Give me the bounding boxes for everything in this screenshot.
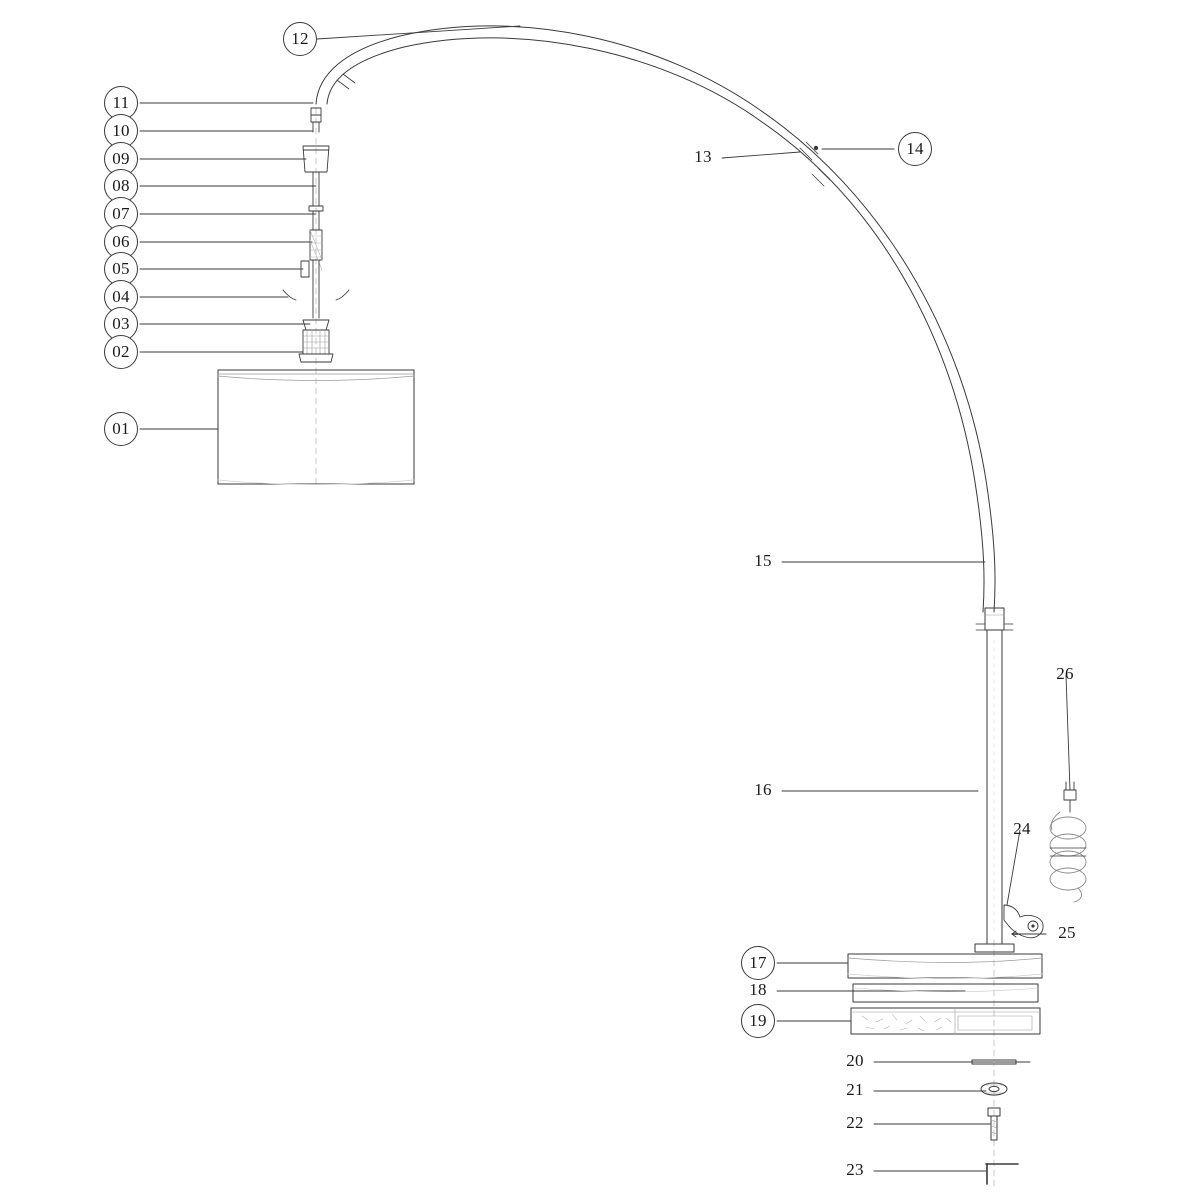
callout-02: 02 <box>104 335 138 369</box>
callout-24: 24 <box>1013 819 1031 838</box>
callout-12: 12 <box>283 22 317 56</box>
allen-key <box>986 1164 1018 1184</box>
base-plate-top <box>848 954 1042 979</box>
callout-11: 11 <box>104 86 138 120</box>
base-pad <box>853 984 1038 1002</box>
nut <box>981 1083 1007 1095</box>
callout-18: 18 <box>749 980 767 999</box>
callout-19: 19 <box>741 1004 775 1038</box>
callout-23: 23 <box>846 1160 864 1179</box>
leader-lines-left <box>140 28 690 429</box>
power-cord <box>1050 782 1086 902</box>
callout-21: 21 <box>846 1080 864 1099</box>
callout-06: 06 <box>104 225 138 259</box>
callout-08: 08 <box>104 169 138 203</box>
lamp-shade <box>218 370 414 485</box>
callout-25: 25 <box>1058 923 1076 942</box>
callout-15: 15 <box>754 551 772 570</box>
callout-14: 14 <box>898 132 932 166</box>
callout-05: 05 <box>104 252 138 286</box>
marble-base <box>851 1008 1040 1034</box>
callout-20: 20 <box>846 1051 864 1070</box>
callout-13: 13 <box>694 147 712 166</box>
callout-10: 10 <box>104 114 138 148</box>
callout-09: 09 <box>104 142 138 176</box>
callout-26: 26 <box>1056 664 1074 683</box>
cord-inlet <box>1004 905 1043 938</box>
callout-16: 16 <box>754 780 772 799</box>
callout-03: 03 <box>104 307 138 341</box>
callout-17: 17 <box>741 946 775 980</box>
callout-07: 07 <box>104 197 138 231</box>
callout-04: 04 <box>104 280 138 314</box>
callout-22: 22 <box>846 1113 864 1132</box>
callout-01: 01 <box>104 412 138 446</box>
arch-tube <box>316 26 995 612</box>
